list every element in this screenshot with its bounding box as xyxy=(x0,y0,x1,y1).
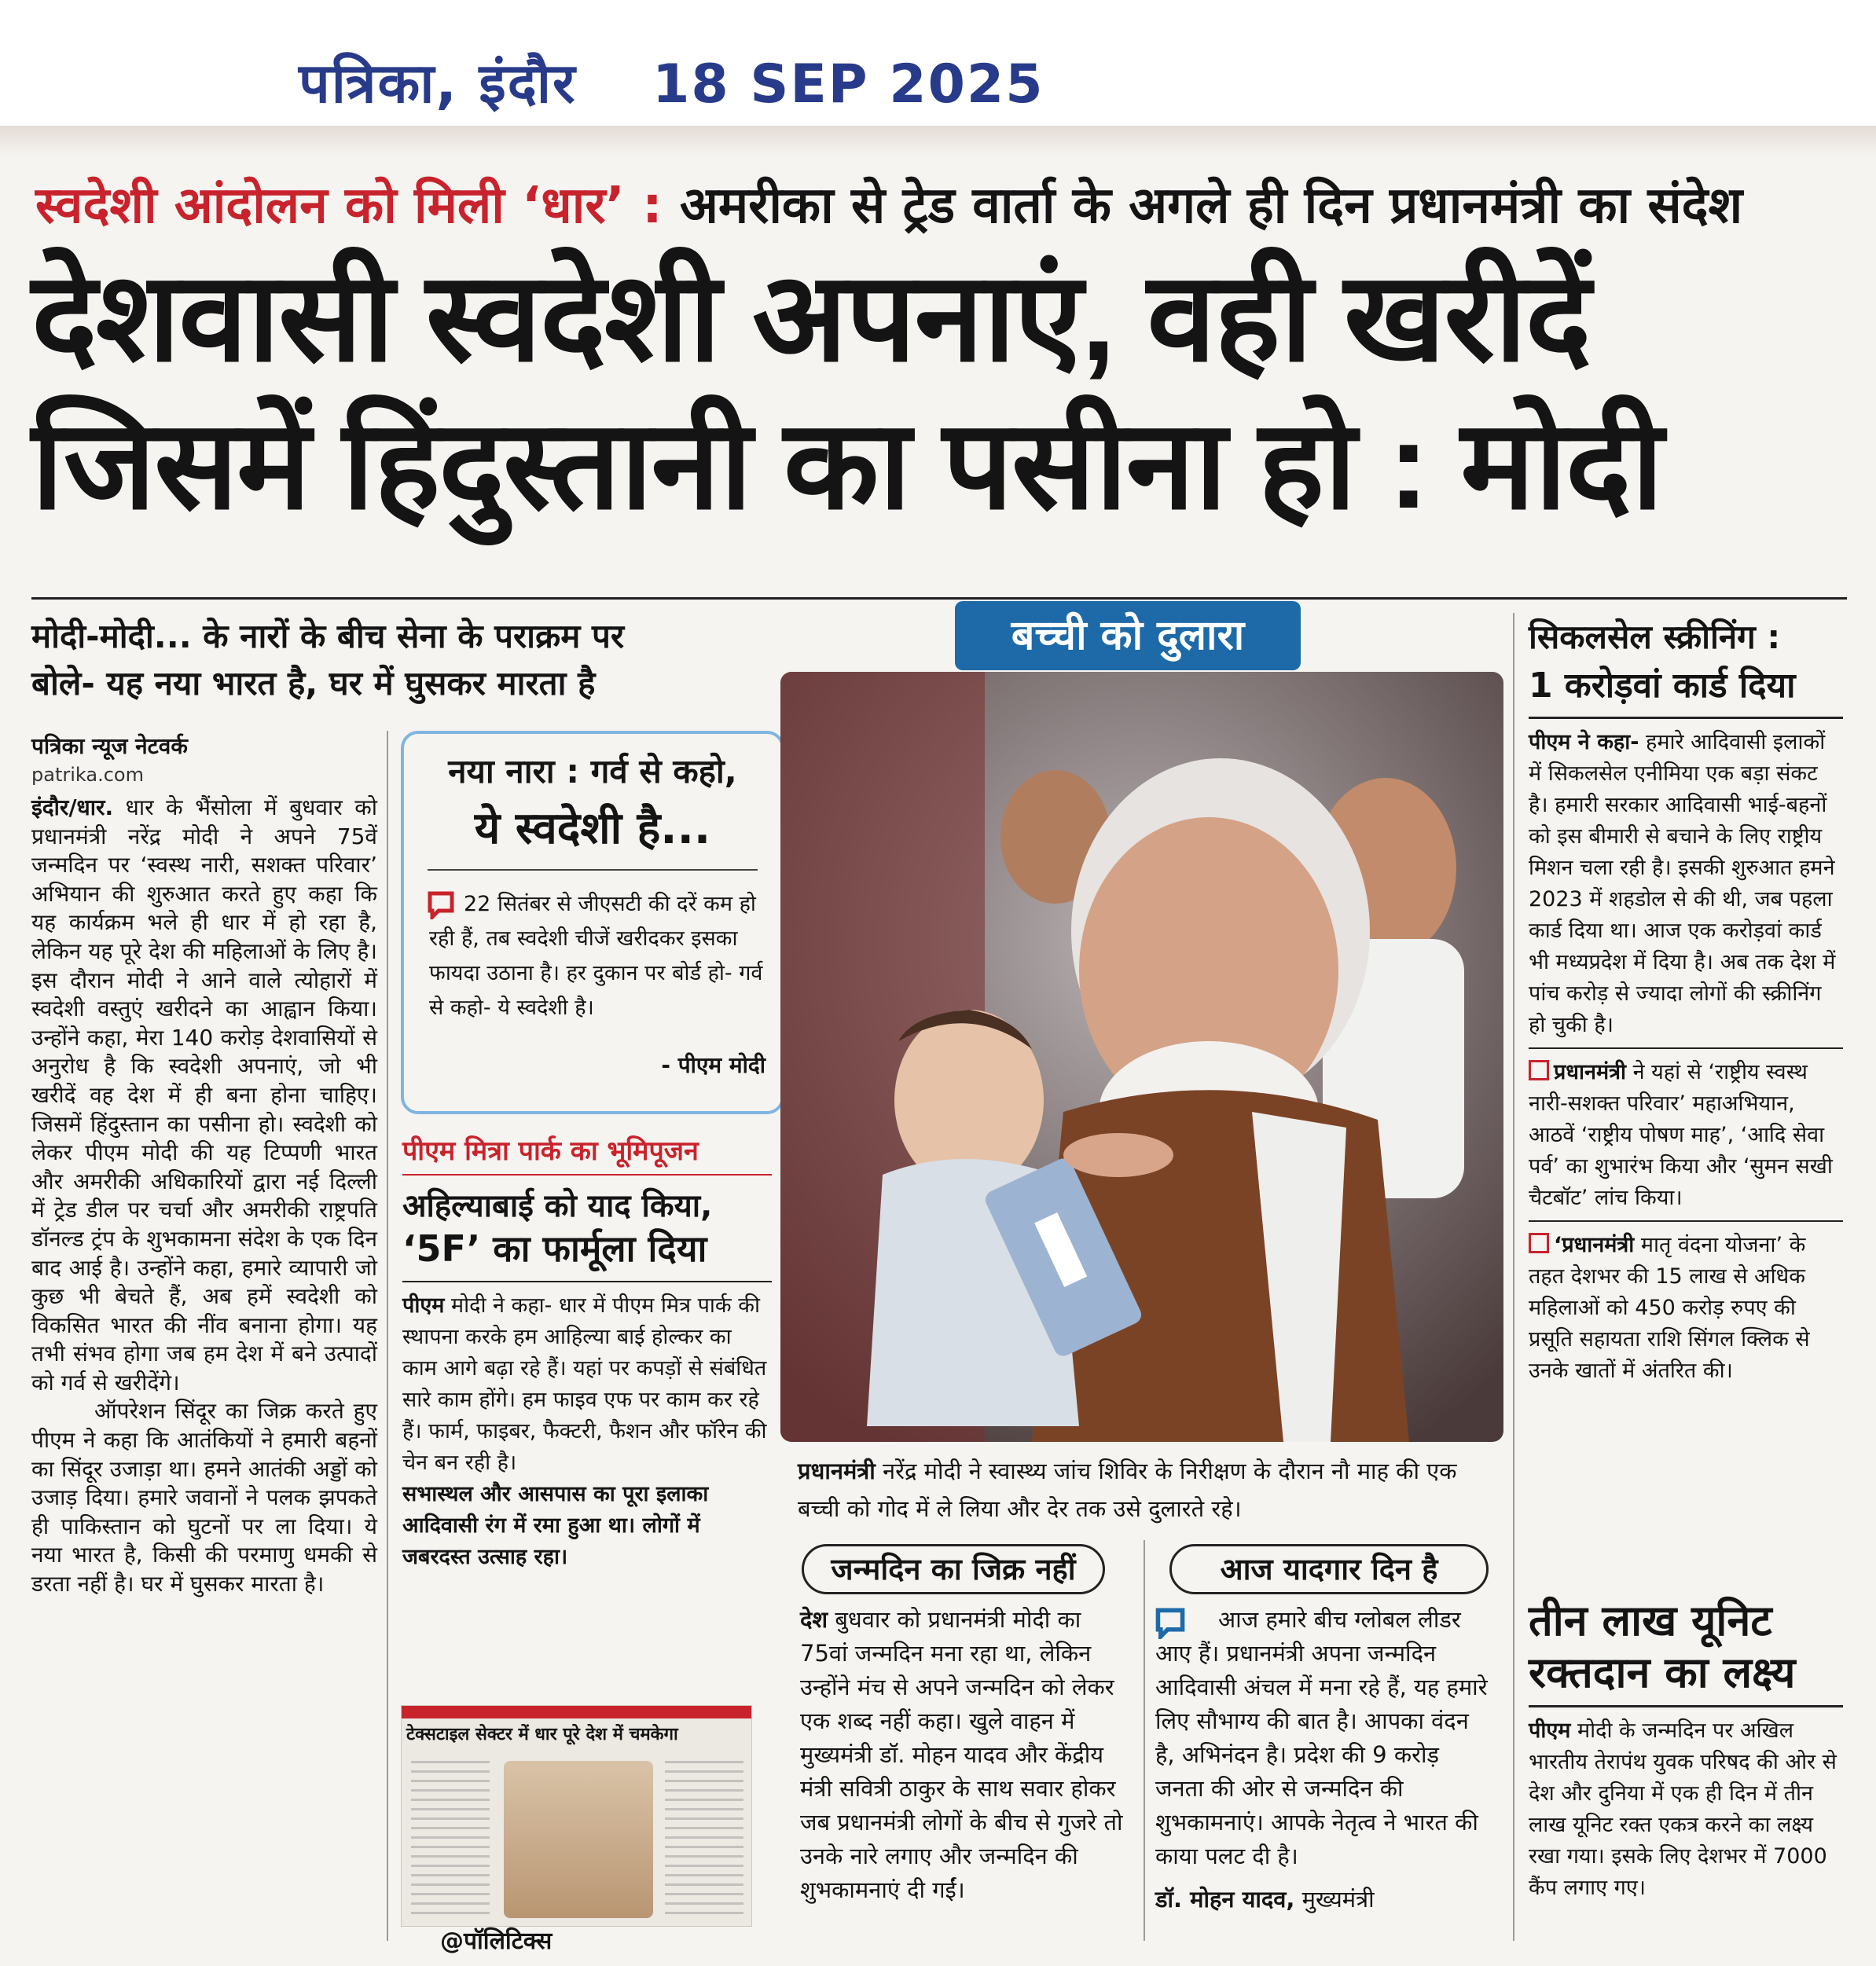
quote-box-signature: - पीएम मोदी xyxy=(661,1052,765,1078)
subheadline xyxy=(31,613,754,707)
top-strip xyxy=(0,126,1876,157)
sickle-rule xyxy=(1529,717,1843,719)
memorable-sig-name: डॉ. मोहन यादव, xyxy=(1155,1886,1295,1913)
sickle-rule-3 xyxy=(1529,1220,1843,1222)
headline-line-2: जिसमें हिंदुस्तानी का पसीना हो : मोदी xyxy=(31,396,1662,534)
mitra-lead: पीएम xyxy=(402,1293,445,1318)
sickle-text: हमारे आदिवासी इलाकों में सिकलसेल एनीमिया एक बड़ा संकट है। हमारी सरकार आदिवासी भाई-बहनों को इस बीमारी से बचाने के लिए राष्ट्रीय मिशन चला रही है। इसकी शुरुआत हमने 2023 में शहडोल से की थी, जब पहला कार्ड दिया था। आज एक करोड़वां कार्ड भी मध्यप्रदेश में दिया है। अब तक देश में पांच करोड़ से ज्यादा लोगों की स्क्रीनिंग हो चुकी है। xyxy=(1529,730,1836,1037)
sickle-section xyxy=(1529,613,1843,1387)
birthday-lead: देश xyxy=(800,1606,828,1633)
sickle-b2-text: मातृ वंदना योजना’ के तहत देशभर की 15 लाख से अधिक महिलाओं को 450 करोड़ रुपए की प्रसूति सहायता राशि सिंगल क्लिक से उनके खातों में अंतरित की। xyxy=(1529,1233,1810,1383)
mitra-text: मोदी ने कहा- धार में पीएम मित्र पार्क की स्थापना करके हम आहिल्या बाई होल्कर का काम आगे बढ़ा रहे हैं। यहां पर कपड़ों से संबंधित सारे काम होंगे। हम फाइव एफ पर काम कर रहे हैं। फार्म, फाइबर, फैक्टरी, फैशन और फॉरेन की चेन बन रही है। xyxy=(402,1293,767,1475)
paper-stamp xyxy=(299,43,1044,119)
photo-title: बच्ची को दुलारा xyxy=(955,601,1301,670)
blood-lead: पीएम xyxy=(1529,1718,1571,1743)
sickle-b1-text: ने यहां से ‘राष्ट्रीय स्वस्थ नारी-सशक्त परिवार’ महाअभियान, आठवें ‘राष्ट्रीय पोषण माह’, ‘आदि सेवा पर्व’ का शुभारंभ किया और ‘सुमन सखी चैटबॉट’ लांच किया। xyxy=(1529,1060,1833,1210)
politics-tag: @पॉलिटिक्स xyxy=(440,1927,553,1955)
square-bullet-icon xyxy=(1529,1060,1549,1080)
sickle-b1-lead: प्रधानमंत्री xyxy=(1554,1060,1626,1084)
caption-text: नरेंद्र मोदी ने स्वास्थ्य जांच शिविर के निरीक्षण के दौरान नौ माह की एक बच्ची को गोद में ले लिया और देर तक उसे दुलारते रहे। xyxy=(798,1458,1457,1522)
dateline: इंदौर/धार. xyxy=(31,794,114,820)
column-divider-3 xyxy=(1144,1540,1145,1941)
column-divider-1 xyxy=(387,731,388,1941)
sickle-body xyxy=(1529,727,1843,1041)
mitra-rule xyxy=(402,1281,772,1282)
photo-illustration xyxy=(780,672,1503,1442)
memorable-quote: आज हमारे बीच ग्लोबल लीडर आए हैं। प्रधानमंत्री अपना जन्मदिन आदिवासी अंचल में मना रहे हैं, यह हमारे लिए सौभाग्य की बात है। आपका वंदन है, अभिनंदन है। प्रदेश की 9 करोड़ जनता की ओर से जन्मदिन की शुभकामनाएं। आपके नेतृत्व ने भारत की काया पलट दी है। xyxy=(1155,1606,1488,1869)
mitra-bold: सभास्थल और आसपास का पूरा इलाका आदिवासी रंग में रमा हुआ था। लोगों में जबरदस्त उत्साह रहा। xyxy=(402,1482,709,1569)
birthday-text: बुधवार को प्रधानमंत्री मोदी का 75वां जन्मदिन मना रहा था, लेकिन उन्होंने मंच से अपने जन्मदिन को लेकर एक शब्द नहीं कहा। खुले वाहन में मुख्यमंत्री डॉ. मोहन यादव और केंद्रीय मंत्री सवित्री ठाकुर के साथ सवार होकर जब प्रधानमंत्री लोगों के बीच से गुजरे तो उनके नारे लगाए और जन्मदिन की शुभकामनाएं दी गईं। xyxy=(800,1606,1123,1903)
memorable-title: आज यादगार दिन है xyxy=(1169,1544,1489,1594)
headline-rule xyxy=(31,597,1847,600)
headline xyxy=(31,244,1847,539)
main-photo xyxy=(780,672,1503,1442)
memorable-sig-role: मुख्यमंत्री xyxy=(1294,1886,1375,1913)
sickle-rule-2 xyxy=(1529,1047,1843,1049)
thumb-photo xyxy=(504,1761,653,1918)
photo-caption xyxy=(798,1452,1497,1528)
mitra-section xyxy=(402,1132,772,1573)
blood-body xyxy=(1529,1715,1843,1904)
main-story-para-2: ऑपरेशन सिंदूर का जिक्र करते हुए पीएम ने कहा कि आतंकियों ने हमारी बहनों का सिंदूर उजाड़ा था। हमने आतंकी अड्डों को उजाड़ दिया। हमारे जवानों ने पलक झपकते ही पाकिस्तान को घुटनों पर ला दिया। ये नया भारत है, किसी की परमाणु धमकी से डरता नहीं है। घर में घुसकर मारता है। xyxy=(31,1398,377,1597)
caption-lead: प्रधानमंत्री xyxy=(798,1458,876,1484)
byline: पत्रिका न्यूज नेटवर्क xyxy=(31,733,188,759)
mitra-head-2: ‘5F’ का फार्मूला दिया xyxy=(402,1227,707,1270)
subhead-line-2: बोले- यह नया भारत है, घर में घुसकर मारता है xyxy=(31,664,596,702)
thumb-text-left xyxy=(411,1761,490,1918)
main-story-text-1: धार के भैंसोला में बुधवार को प्रधानमंत्री नरेंद्र मोदी ने अपने 75वें जन्मदिन पर ‘स्वस्थ नारी, सशक्त परिवार’ अभियान की शुरुआत करते हुए कहा कि यह कार्यक्रम भले ही धार में हो रहा है, लेकिन यह पूरे देश की महिलाओं के लिए है। इस दौरान मोदी ने आने वाले त्योहारों में स्वदेशी वस्तुएं खरीदने का आह्वान किया। उन्होंने कहा, मेरा 140 करोड़ देशवासियों से अनुरोध है कि स्वदेशी अपनाएं, जो भी खरीदें वह देश में ही बना होना चाहिए। जिसमें हिंदुस्तान का पसीना हो। स्वदेशी को लेकर पीएम मोदी की यह टिप्पणी भारत और अमरीकी अधिकारियों द्वारा नई दिल्ली में ट्रेड डील पर चर्चा और अमरीकी राष्ट्रपति डॉनल्ड ट्रंप के शुभकामना संदेश के एक दिन बाद आई है। उन्होंने कहा, हमारे व्यापारी जो कुछ भी बेचते हैं, अब हमें स्वदेशी को विकसित भारत की नींव बनाना होगा। यह तभी संभव होगा जब हम देश में बने उत्पादों को गर्व से खरीदेंगे। xyxy=(31,794,377,1396)
kicker-rest: अमरीका से ट्रेड वार्ता के अगले ही दिन प्रधानमंत्री का संदेश xyxy=(662,177,1743,235)
sickle-b2-lead: ‘प्रधानमंत्री xyxy=(1554,1233,1635,1257)
stamp-date: 18 SEP 2025 xyxy=(652,53,1044,116)
sickle-bullet-2 xyxy=(1529,1230,1843,1387)
quote-box xyxy=(401,731,784,1114)
quote-mark-icon xyxy=(1155,1608,1185,1639)
blood-rule xyxy=(1529,1705,1843,1707)
blood-head-1: तीन लाख यूनिट xyxy=(1529,1596,1772,1645)
thumb-redbar xyxy=(402,1706,751,1718)
column-divider-2 xyxy=(1513,613,1514,1941)
headline-line-1: देशवासी स्वदेशी अपनाएं, वही खरीदें xyxy=(31,248,1590,387)
mitra-headline xyxy=(402,1185,772,1270)
kicker-line xyxy=(35,169,1742,237)
thumb-text-right xyxy=(665,1761,743,1918)
quote-box-rule xyxy=(428,869,758,871)
birthday-title: जन्मदिन का जिक्र नहीं xyxy=(802,1544,1105,1594)
birthday-body xyxy=(800,1603,1130,1907)
memorable-signature xyxy=(1155,1883,1489,1916)
mitra-kicker-rule xyxy=(402,1174,772,1176)
mitra-kicker: पीएम मित्रा पार्क का भूमिपूजन xyxy=(402,1135,699,1167)
blood-text: मोदी के जन्मदिन पर अखिल भारतीय तेरापंथ युवक परिषद की ओर से देश और दुनिया में एक ही दिन में तीन लाख यूनिट रक्त एकत्र करने का लक्ष्य रखा गया। इसके लिए देशभर में 7000 कैंप लगाए गए। xyxy=(1529,1718,1837,1900)
main-story-para-1 xyxy=(31,794,377,1397)
quote-box-title-1: नया नारा : गर्व से कहो, xyxy=(448,752,737,790)
site-url: patrika.com xyxy=(31,764,144,786)
subhead-line-1: मोदी-मोदी... के नारों के बीच सेना के पराक्रम पर xyxy=(31,617,625,655)
blood-section xyxy=(1529,1595,1843,1904)
memorable-body xyxy=(1155,1603,1489,1916)
square-bullet-icon xyxy=(1529,1233,1549,1253)
kicker-red: स्वदेशी आंदोलन को मिली ‘धार’ : xyxy=(35,177,663,235)
quote-box-text: 22 सितंबर से जीएसटी की दरें कम हो रही हैं, तब स्वदेशी चीजें खरीदकर इसका फायदा उठाना है। हर दुकान पर बोर्ड हो- गर्व से कहो- ये स्वदेशी है। xyxy=(429,892,763,1020)
mitra-head-1: अहिल्याबाई को याद किया, xyxy=(402,1188,713,1224)
sickle-lead: पीएम ने कहा- xyxy=(1529,730,1639,754)
quote-box-title-2: ये स्वदेशी है... xyxy=(474,803,711,854)
sickle-head-1: सिकलसेल स्क्रीनिंग : xyxy=(1529,618,1781,656)
sickle-bullet-1 xyxy=(1529,1057,1843,1214)
sickle-head-2: 1 करोड़वां कार्ड दिया xyxy=(1529,666,1796,706)
thumb-headline: टेक्सटाइल सेक्टर में धार पूरे देश में चमकेगा xyxy=(406,1725,678,1744)
main-story xyxy=(31,794,377,1599)
stamp-paper-name: पत्रिका, इंदौर xyxy=(299,51,577,116)
blood-head-2: रक्तदान का लक्ष्य xyxy=(1529,1648,1796,1697)
thumbnail-clipping xyxy=(401,1705,752,1927)
mitra-body xyxy=(402,1290,772,1573)
